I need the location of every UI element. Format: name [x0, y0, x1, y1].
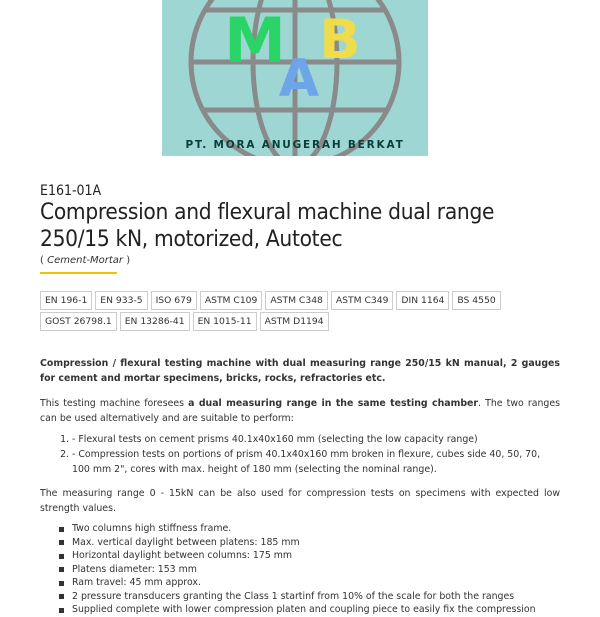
description-paragraph: [40, 396, 560, 426]
feature-item: Horizontal daylight between columns: 175 mm: [72, 549, 560, 563]
standard-tag[interactable]: ASTM C109: [200, 291, 263, 310]
company-logo: [162, 0, 428, 156]
standard-tag[interactable]: ASTM C348: [265, 291, 328, 310]
feature-item: Supplied complete with lower compression platen and coupling piece to easily fix the compression: [72, 603, 560, 617]
standard-tag[interactable]: ASTM D1194: [260, 312, 329, 331]
title-underline: [40, 272, 117, 274]
standards-list: [40, 291, 560, 331]
product-content: [40, 183, 560, 617]
logo-letter-b: B: [319, 8, 361, 71]
feature-item: Two columns high stiffness frame.: [72, 522, 560, 536]
product-category: [40, 255, 560, 266]
standard-tag[interactable]: DIN 1164: [396, 291, 449, 310]
test-item: 2. - Compression tests on portions of prism 40.1x40x160 mm broken in flexure, cubes side 40, 50, 70, 100 mm 2", cores with max. height of 180 mm (selecting the nominal range).: [72, 447, 560, 477]
company-name: PT. MORA ANUGERAH BERKAT: [185, 139, 405, 151]
standard-tag[interactable]: BS 4550: [452, 291, 500, 310]
paragraph-text: . The two ranges can be used alternatively and are suitable to perform:: [40, 398, 560, 424]
description-paragraph: The measuring range 0 - 15kN can be also used for compression tests on specimens with expected low strength values.: [40, 488, 560, 514]
feature-item: Max. vertical daylight between platens: 185 mm: [72, 536, 560, 550]
feature-item: Ram travel: 45 mm approx.: [72, 576, 560, 590]
standard-tag[interactable]: EN 933-5: [95, 291, 147, 310]
globe-icon: [162, 0, 428, 156]
product-code: E161-01A: [40, 183, 102, 199]
paragraph-bold-text: a dual measuring range in the same testing chamber: [188, 398, 479, 409]
tests-list: [40, 432, 560, 477]
category-open-paren: (: [40, 255, 44, 266]
paragraph-text: This testing machine foresees: [40, 398, 189, 409]
logo-letter-a: A: [278, 49, 320, 109]
feature-item: 2 pressure transducers granting the Class 1 startinf from 10% of the scale for both the ranges: [72, 590, 560, 604]
standard-tag[interactable]: EN 13286-41: [120, 312, 190, 331]
standard-tag[interactable]: EN 1015-11: [193, 312, 257, 331]
feature-item: Platens diameter: 153 mm: [72, 563, 560, 577]
description-lead: Compression / flexural testing machine with dual measuring range 250/15 kN manual, 2 gauges for cement and mortar specimens, bricks, rocks, refractories etc.: [40, 358, 560, 384]
product-title: Compression and flexural machine dual range 250/15 kN, motorized, Autotec: [40, 199, 495, 252]
category-close-paren: ): [126, 255, 131, 266]
standard-tag[interactable]: ISO 679: [151, 291, 197, 310]
standard-tag[interactable]: ASTM C349: [331, 291, 394, 310]
features-list: [40, 522, 560, 617]
test-item: 1. - Flexural tests on cement prisms 40.1x40x160 mm (selecting the low capacity range): [72, 432, 560, 447]
category-link[interactable]: Cement-Mortar: [47, 255, 124, 266]
standard-tag[interactable]: GOST 26798.1: [40, 312, 117, 331]
logo-letter-m: M: [224, 4, 286, 77]
standard-tag[interactable]: EN 196-1: [40, 291, 92, 310]
